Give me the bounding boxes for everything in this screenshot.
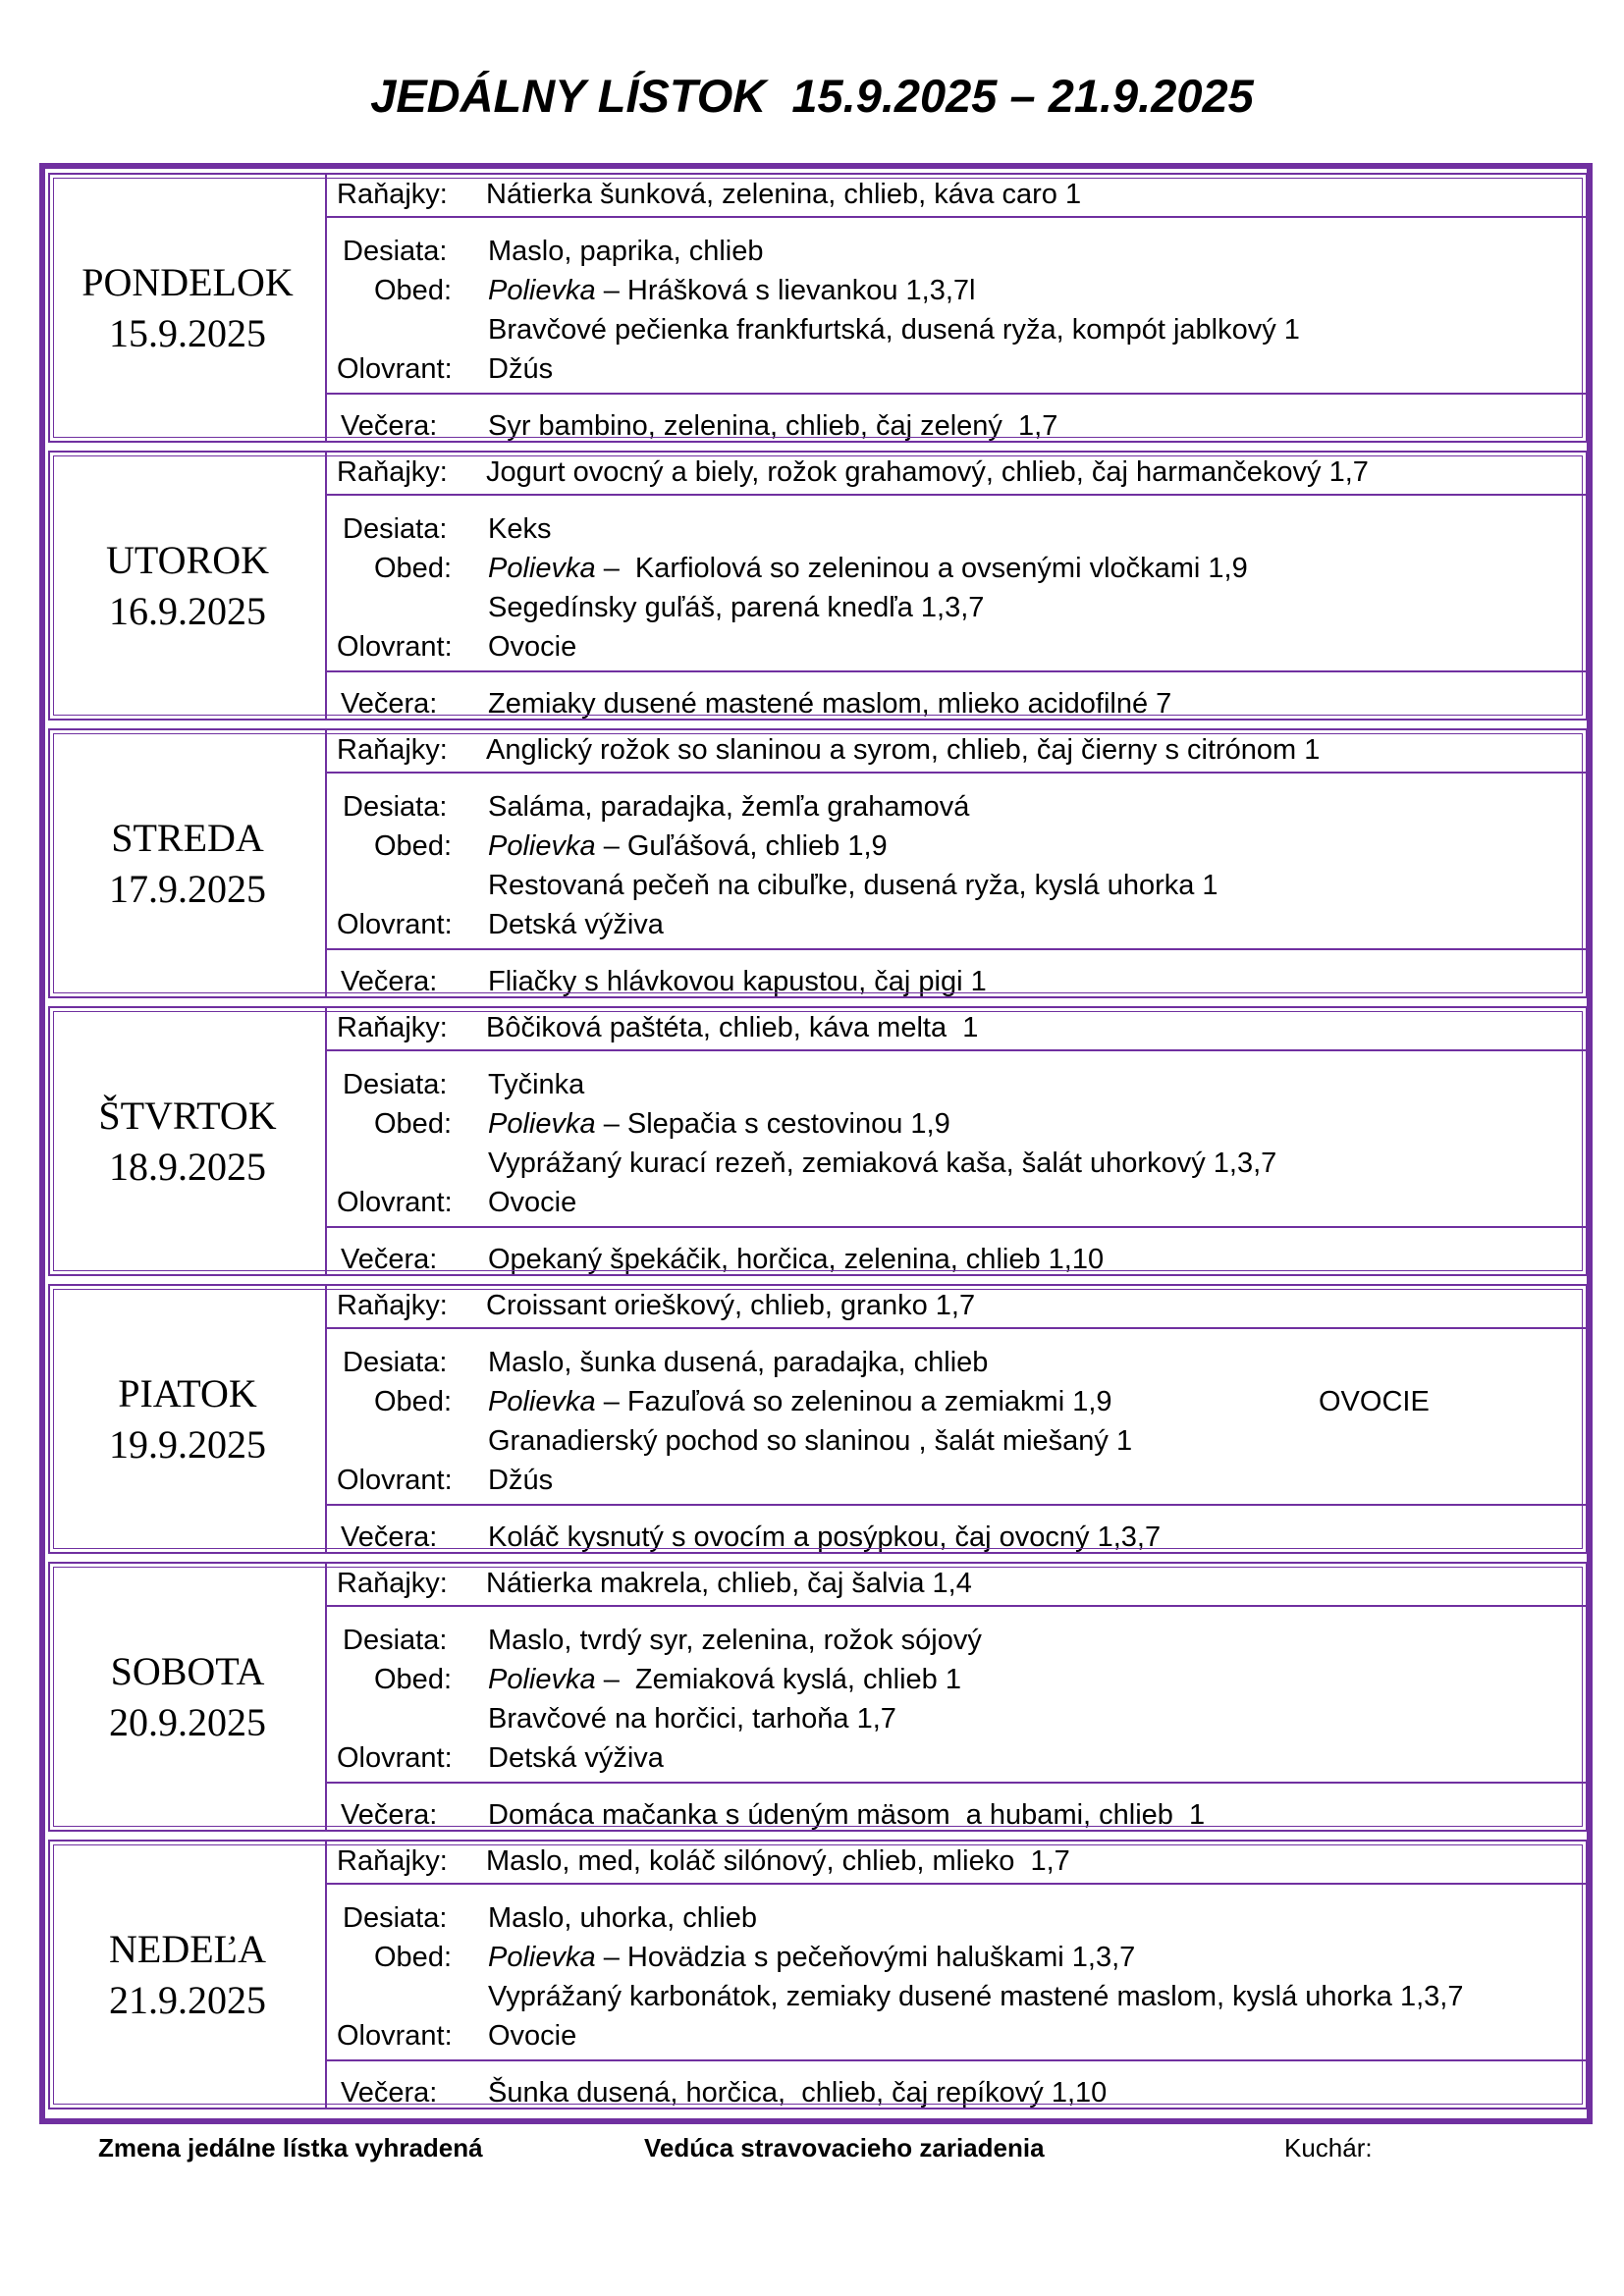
lunch-label: Obed:: [374, 1942, 452, 1973]
breakfast-label: Raňajky:: [337, 456, 448, 488]
soup-name: – Karfiolová so zeleninou a ovsenými vločkami 1,9: [603, 553, 1248, 584]
snack-label: Desiata:: [343, 791, 448, 823]
breakfast-label: Raňajky:: [337, 1290, 448, 1321]
dinner-label: Večera:: [341, 410, 438, 442]
day-name: STREDA: [111, 815, 264, 860]
breakfast-text: Nátierka šunková, zelenina, chlieb, káva caro 1: [486, 179, 1082, 210]
main-course-text: Bravčové na horčici, tarhoňa 1,7: [488, 1703, 896, 1735]
dinner-label: Večera:: [341, 1522, 438, 1553]
snack-text: Maslo, paprika, chlieb: [488, 236, 764, 267]
afternoon-label: Olovrant:: [337, 1742, 453, 1774]
afternoon-label: Olovrant:: [337, 909, 453, 940]
afternoon-label: Olovrant:: [337, 1465, 453, 1496]
dinner-row: [327, 948, 1586, 1000]
afternoon-text: Ovocie: [488, 631, 577, 663]
day-heading: [50, 453, 327, 719]
afternoon-text: Ovocie: [488, 1187, 577, 1218]
day-name: PONDELOK: [81, 259, 294, 304]
footer-manager: Vedúca stravovacieho zariadenia: [644, 2133, 1045, 2163]
soup-label: Polievka: [488, 1108, 596, 1140]
breakfast-label: Raňajky:: [337, 1845, 448, 1877]
day-name: SOBOTA: [110, 1648, 265, 1693]
day-date: 21.9.2025: [109, 1977, 266, 2022]
day-block: [48, 1840, 1588, 2109]
day-heading: [50, 1008, 327, 1274]
snack-label: Desiata:: [343, 1625, 448, 1656]
afternoon-text: Džús: [488, 1465, 554, 1496]
breakfast-label: Raňajky:: [337, 179, 448, 210]
midday-row: [327, 772, 1586, 948]
soup-text: [488, 1660, 961, 1699]
soup-label: Polievka: [488, 553, 596, 584]
dinner-label: Večera:: [341, 2077, 438, 2109]
day-name: PIATOK: [118, 1370, 257, 1415]
midday-row: [327, 1327, 1586, 1504]
soup-text: [488, 827, 888, 866]
footer-cook: Kuchár:: [1284, 2133, 1373, 2163]
day-block: [48, 173, 1588, 443]
dinner-text: Domáca mačanka s údeným mäsom a hubami, chlieb 1: [488, 1799, 1206, 1831]
dinner-text: Fliačky s hlávkovou kapustou, čaj pigi 1: [488, 966, 987, 997]
snack-label: Desiata:: [343, 1902, 448, 1934]
snack-label: Desiata:: [343, 236, 448, 267]
dinner-text: Koláč kysnutý s ovocím a posýpkou, čaj ovocný 1,3,7: [488, 1522, 1162, 1553]
soup-label: Polievka: [488, 1664, 596, 1695]
breakfast-text: Anglický rožok so slaninou a syrom, chlieb, čaj čierny s citrónom 1: [486, 734, 1321, 766]
midday-row: [327, 216, 1586, 393]
main-course-text: Bravčové pečienka frankfurtská, dusená ryža, kompót jablkový 1: [488, 314, 1300, 346]
breakfast-label: Raňajky:: [337, 1012, 448, 1043]
midday-row: [327, 494, 1586, 670]
breakfast-row: [327, 175, 1586, 216]
snack-text: Keks: [488, 513, 552, 545]
breakfast-text: Nátierka makrela, chlieb, čaj šalvia 1,4: [486, 1568, 972, 1599]
dinner-row: [327, 1782, 1586, 1834]
dinner-label: Večera:: [341, 1799, 438, 1831]
breakfast-row: [327, 1286, 1586, 1327]
breakfast-row: [327, 453, 1586, 494]
day-heading: [50, 175, 327, 441]
lunch-label: Obed:: [374, 1386, 452, 1417]
afternoon-text: Detská výživa: [488, 909, 664, 940]
soup-name: – Guľášová, chlieb 1,9: [603, 830, 888, 862]
day-date: 18.9.2025: [109, 1144, 266, 1189]
dinner-row: [327, 1504, 1586, 1556]
breakfast-row: [327, 1842, 1586, 1883]
snack-text: Tyčinka: [488, 1069, 585, 1100]
lunch-label: Obed:: [374, 1664, 452, 1695]
snack-text: Saláma, paradajka, žemľa grahamová: [488, 791, 970, 823]
day-date: 20.9.2025: [109, 1699, 266, 1744]
main-course-text: Granadierský pochod so slaninou , šalát miešaný 1: [488, 1425, 1133, 1457]
breakfast-label: Raňajky:: [337, 1568, 448, 1599]
dinner-text: Šunka dusená, horčica, chlieb, čaj repíkový 1,10: [488, 2077, 1108, 2109]
day-name: ŠTVRTOK: [98, 1093, 277, 1138]
day-block: [48, 1284, 1588, 1554]
snack-text: Maslo, tvrdý syr, zelenina, rožok sójový: [488, 1625, 982, 1656]
day-date: 19.9.2025: [109, 1421, 266, 1467]
soup-text: [488, 1104, 950, 1144]
main-course-text: Vyprážaný karbonátok, zemiaky dusené mastené maslom, kyslá uhorka 1,3,7: [488, 1981, 1464, 2012]
soup-name: – Hovädzia s pečeňovými haluškami 1,3,7: [603, 1942, 1136, 1973]
breakfast-row: [327, 1008, 1586, 1049]
dinner-label: Večera:: [341, 966, 438, 997]
day-name: UTOROK: [106, 537, 269, 582]
soup-text: [488, 1382, 1112, 1421]
footer-note: Zmena jedálne lístka vyhradená: [98, 2133, 483, 2163]
breakfast-text: Maslo, med, koláč silónový, chlieb, mlieko 1,7: [486, 1845, 1070, 1877]
afternoon-label: Olovrant:: [337, 2020, 453, 2052]
day-heading: [50, 1286, 327, 1552]
soup-label: Polievka: [488, 1942, 596, 1973]
lunch-label: Obed:: [374, 830, 452, 862]
dinner-row: [327, 2059, 1586, 2111]
dinner-text: Opekaný špekáčik, horčica, zelenina, chlieb 1,10: [488, 1244, 1105, 1275]
dinner-text: Syr bambino, zelenina, chlieb, čaj zelený 1,7: [488, 410, 1058, 442]
dinner-row: [327, 670, 1586, 722]
snack-label: Desiata:: [343, 1347, 448, 1378]
lunch-label: Obed:: [374, 1108, 452, 1140]
snack-label: Desiata:: [343, 1069, 448, 1100]
day-date: 16.9.2025: [109, 588, 266, 633]
dinner-label: Večera:: [341, 1244, 438, 1275]
afternoon-text: Džús: [488, 353, 554, 385]
soup-label: Polievka: [488, 830, 596, 862]
snack-text: Maslo, šunka dusená, paradajka, chlieb: [488, 1347, 989, 1378]
main-course-text: Restovaná pečeň na cibuľke, dusená ryža, kyslá uhorka 1: [488, 870, 1218, 901]
dinner-row: [327, 1226, 1586, 1278]
midday-row: [327, 1605, 1586, 1782]
breakfast-row: [327, 1564, 1586, 1605]
snack-text: Maslo, uhorka, chlieb: [488, 1902, 758, 1934]
soup-name: – Hrášková s lievankou 1,3,7l: [603, 275, 976, 306]
day-name: NEDEĽA: [109, 1926, 266, 1971]
soup-text: [488, 1938, 1135, 1977]
soup-label: Polievka: [488, 275, 596, 306]
soup-label: Polievka: [488, 1386, 596, 1417]
midday-row: [327, 1883, 1586, 2059]
main-course-text: Segedínsky guľáš, parená knedľa 1,3,7: [488, 592, 985, 623]
soup-name: – Fazuľová so zeleninou a zemiakmi 1,9: [603, 1386, 1112, 1417]
day-block: [48, 728, 1588, 998]
afternoon-label: Olovrant:: [337, 1187, 453, 1218]
breakfast-text: Jogurt ovocný a biely, rožok grahamový, chlieb, čaj harmančekový 1,7: [486, 456, 1369, 488]
snack-label: Desiata:: [343, 513, 448, 545]
day-block: [48, 451, 1588, 721]
breakfast-label: Raňajky:: [337, 734, 448, 766]
afternoon-text: Detská výživa: [488, 1742, 664, 1774]
dinner-label: Večera:: [341, 688, 438, 720]
day-heading: [50, 1842, 327, 2108]
day-date: 15.9.2025: [109, 310, 266, 355]
day-block: [48, 1562, 1588, 1832]
day-block: [48, 1006, 1588, 1276]
soup-text: [488, 549, 1248, 588]
soup-name: – Slepačia s cestovinou 1,9: [603, 1108, 950, 1140]
page-title: JEDÁLNY LÍSTOK 15.9.2025 – 21.9.2025: [370, 70, 1254, 122]
extra-text: OVOCIE: [1319, 1386, 1430, 1417]
day-date: 17.9.2025: [109, 866, 266, 911]
afternoon-text: Ovocie: [488, 2020, 577, 2052]
breakfast-text: Croissant orieškový, chlieb, granko 1,7: [486, 1290, 976, 1321]
day-heading: [50, 730, 327, 996]
lunch-label: Obed:: [374, 275, 452, 306]
breakfast-text: Bôčiková paštéta, chlieb, káva melta 1: [486, 1012, 979, 1043]
soup-name: – Zemiaková kyslá, chlieb 1: [603, 1664, 961, 1695]
dinner-text: Zemiaky dusené mastené maslom, mlieko acidofilné 7: [488, 688, 1172, 720]
lunch-label: Obed:: [374, 553, 452, 584]
day-heading: [50, 1564, 327, 1830]
breakfast-row: [327, 730, 1586, 772]
soup-text: [488, 271, 976, 310]
main-course-text: Vyprážaný kurací rezeň, zemiaková kaša, šalát uhorkový 1,3,7: [488, 1148, 1277, 1179]
dinner-row: [327, 393, 1586, 445]
afternoon-label: Olovrant:: [337, 631, 453, 663]
midday-row: [327, 1049, 1586, 1226]
afternoon-label: Olovrant:: [337, 353, 453, 385]
